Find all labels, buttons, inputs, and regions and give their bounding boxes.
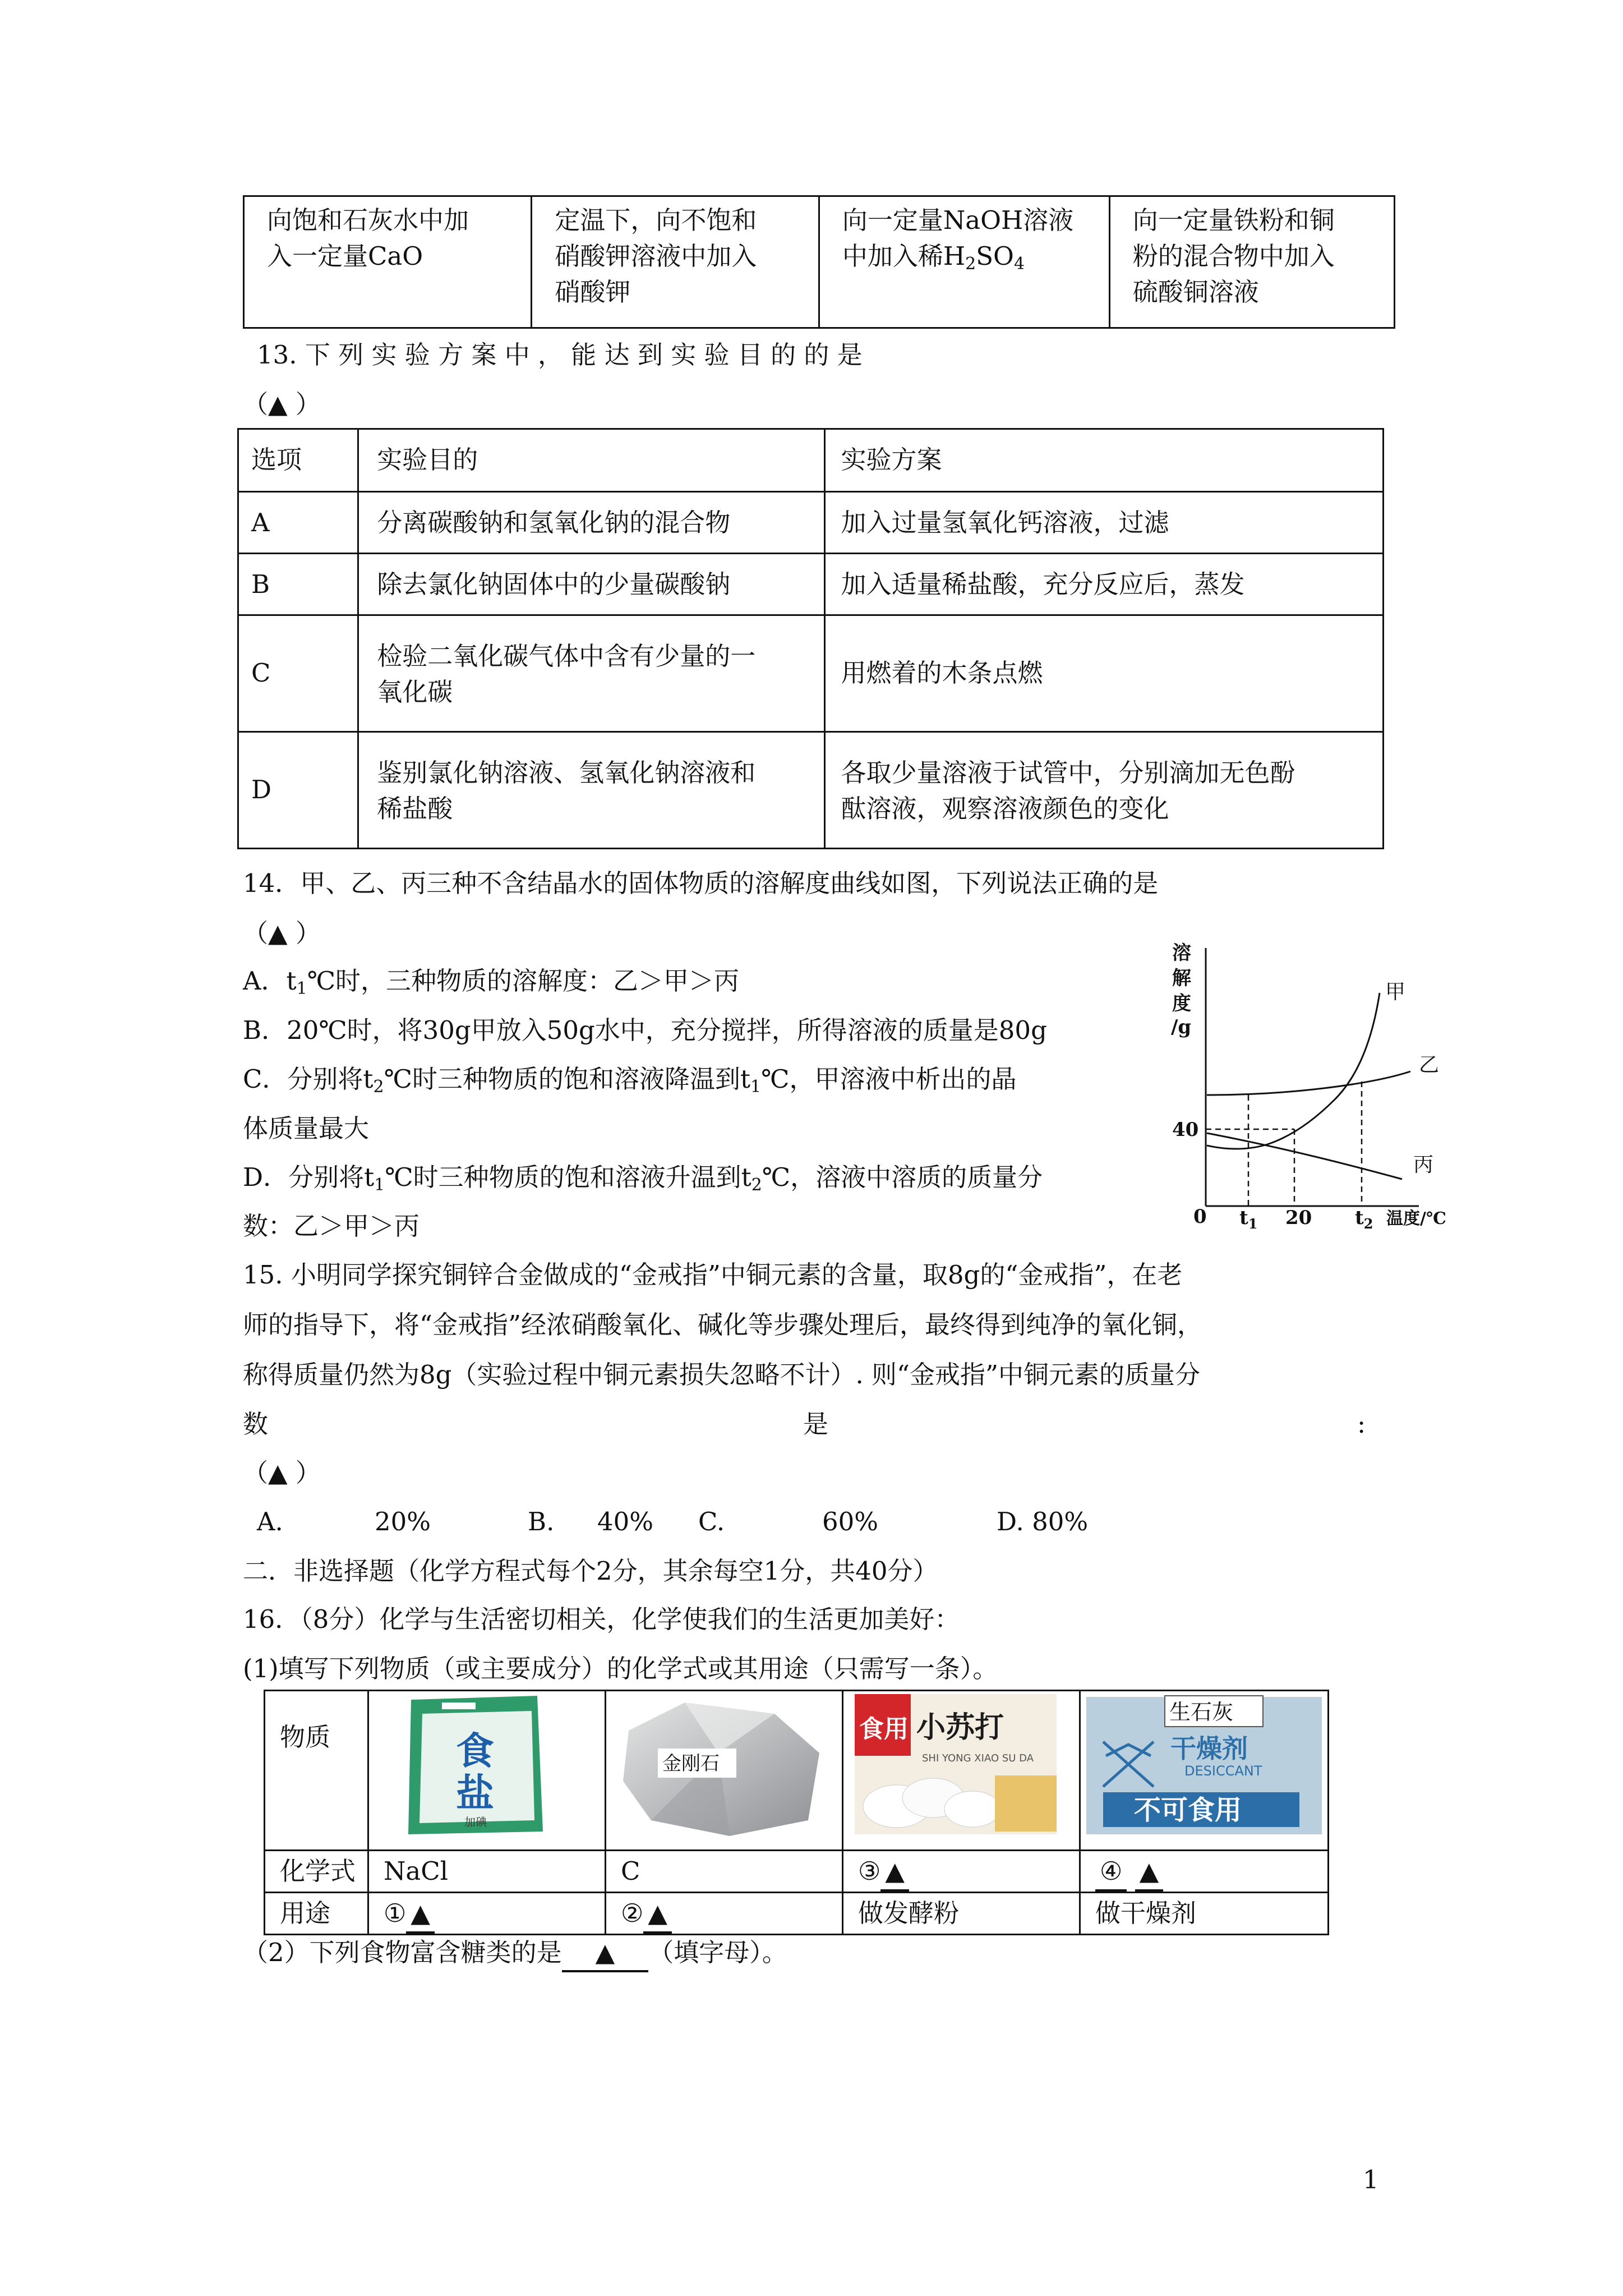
svg-text:DESICCANT: DESICCANT xyxy=(1184,1763,1262,1779)
svg-text:加碘: 加碘 xyxy=(464,1815,487,1829)
q13-header-plan: 实验方案 xyxy=(824,429,1383,492)
options-graph-table xyxy=(243,195,1395,329)
q15-opt-c-val: 60% xyxy=(822,1507,879,1536)
row-label-substance: 物质 xyxy=(265,1691,368,1851)
tick-20: 20 xyxy=(1285,1207,1312,1229)
q15-opt-b: B. xyxy=(528,1507,555,1536)
cell-salt-image xyxy=(368,1691,606,1851)
quicklime-image xyxy=(1081,1691,1327,1840)
q16-head: 16．（8分）化学与生活密切相关，化学使我们的生活更加美好： xyxy=(243,1604,960,1634)
tick-40: 40 xyxy=(1172,1119,1199,1141)
svg-text:生石灰: 生石灰 xyxy=(1169,1700,1234,1724)
cell-quicklime-image xyxy=(1080,1691,1329,1851)
q15-opt-d: D. 80% xyxy=(997,1507,1089,1536)
q15-opt-b-val: 40% xyxy=(597,1507,654,1536)
svg-text:食用: 食用 xyxy=(859,1715,909,1743)
baking-soda-image xyxy=(843,1691,1079,1840)
q15-opt-a: A. xyxy=(257,1507,283,1536)
curve-bing xyxy=(1207,1133,1402,1179)
svg-text:金刚石: 金刚石 xyxy=(662,1752,720,1775)
svg-text:食: 食 xyxy=(456,1729,495,1774)
q15-line4-c: : xyxy=(1357,1409,1366,1439)
table-row: C 检验二氧化碳气体中含有少量的一 氧化碳 用燃着的木条点燃 xyxy=(238,615,1384,732)
x-label: 温度/℃ xyxy=(1386,1209,1446,1228)
q14-option-d: D．分别将$t_1℃$时三种物质的饱和溶液升温到$t_2℃$，溶液中溶质的质量分 xyxy=(243,1162,1043,1195)
q14-stem: 14．甲、乙、丙三种不含结晶水的固体物质的溶解度曲线如图，下列说法正确的是 xyxy=(243,868,1159,898)
q14-option-c: C．分别将$t_2℃$时三种物质的饱和溶液降温到$t_1℃$，甲溶液中析出的晶 xyxy=(243,1064,1017,1097)
q16-sub2: （2）下列食物富含糖类的是 ▲ （填字母）。 xyxy=(243,1935,787,1972)
page-number: 1 xyxy=(1363,2165,1379,2194)
y-label-2: 解 xyxy=(1172,967,1191,990)
q14-option-d-cont: 数：乙＞甲＞丙 xyxy=(243,1211,420,1241)
q15-line4-b: 是 xyxy=(803,1409,829,1439)
cell-soda-image xyxy=(843,1691,1080,1851)
q15-blank: （▲ ） xyxy=(243,1458,321,1488)
q15-opt-c: C. xyxy=(698,1507,725,1536)
q13-table xyxy=(237,428,1384,849)
curve-yi xyxy=(1207,1071,1410,1095)
series-label-bing: 丙 xyxy=(1413,1153,1434,1176)
svg-text:干燥剂: 干燥剂 xyxy=(1170,1733,1248,1764)
q14-option-c-cont: 体质量最大 xyxy=(243,1114,370,1143)
salt-package-image xyxy=(369,1691,605,1840)
origin-label: 0 xyxy=(1193,1205,1207,1228)
q16-table xyxy=(264,1690,1329,1935)
series-label-jia: 甲 xyxy=(1385,981,1406,1004)
svg-text:SHI YONG XIAO SU DA: SHI YONG XIAO SU DA xyxy=(922,1752,1034,1764)
q13-header-goal: 实验目的 xyxy=(358,429,824,492)
q13-stem: 13. 下 列 实 验 方 案 中 ， 能 达 到 实 验 目 的 的 是 xyxy=(257,340,863,370)
option-cell-c: 向一定量NaOH溶液 中加入稀$H_2SO_4$ xyxy=(819,196,1109,328)
q13-header-option: 选项 xyxy=(238,429,358,492)
q13-blank: （▲ ） xyxy=(243,389,321,419)
diamond-image xyxy=(606,1691,842,1840)
svg-text:不可食用: 不可食用 xyxy=(1134,1795,1242,1826)
q15-line2: 师的指导下，将“金戒指”经浓硝酸氧化、碱化等步骤处理后，最终得到纯净的氧化铜， xyxy=(243,1310,1203,1340)
table-row: 化学式 NaCl C ③ ▲ ④ ▲ xyxy=(265,1851,1329,1893)
table-row: A 分离碳酸钠和氢氧化钠的混合物 加入过量氢氧化钙溶液，过滤 xyxy=(238,492,1384,554)
q15-line1: 15. 小明同学探究铜锌合金做成的“金戒指”中铜元素的含量，取8g的“金戒指”，在老 xyxy=(243,1260,1183,1290)
tick-t2: $t_2$ xyxy=(1355,1207,1373,1232)
q14-option-b: B．20℃时，将30g甲放入50g水中，充分搅拌，所得溶液的质量是80g xyxy=(243,1015,1047,1045)
option-cell-b: 定温下，向不饱和 硝酸钾溶液中加入 硝酸钾 xyxy=(532,196,819,328)
q16-sub1: (1)填写下列物质（或主要成分）的化学式或其用途（只需写一条）。 xyxy=(243,1654,998,1683)
series-label-yi: 乙 xyxy=(1419,1053,1440,1076)
curve-jia xyxy=(1207,993,1380,1149)
svg-text:小苏打: 小苏打 xyxy=(916,1711,1004,1745)
table-row: 用途 ① ▲ ② ▲ 做发酵粉 做干燥剂 xyxy=(265,1893,1329,1935)
tick-t1: $t_1$ xyxy=(1239,1207,1258,1232)
q15-line3: 称得质量仍然为8g（实验过程中铜元素损失忽略不计）. 则“金戒指”中铜元素的质量分 xyxy=(243,1360,1201,1389)
q14-blank: （▲ ） xyxy=(243,918,321,948)
solubility-graph xyxy=(1155,937,1481,1251)
q15-opt-a-val: 20% xyxy=(375,1507,431,1536)
svg-text:盐: 盐 xyxy=(456,1772,495,1816)
option-cell-a: 向饱和石灰水中加 入一定量CaO xyxy=(244,196,532,328)
section-2-heading: 二．非选择题（化学方程式每个2分，其余每空1分，共40分） xyxy=(243,1556,938,1586)
y-label-3: 度 xyxy=(1172,992,1191,1015)
q14-option-a: A．$t_1℃$时，三种物质的溶解度：乙＞甲＞丙 xyxy=(243,966,740,999)
option-cell-d: 向一定量铁粉和铜 粉的混合物中加入 硫酸铜溶液 xyxy=(1109,196,1394,328)
y-label-1: 溶 xyxy=(1172,942,1191,964)
y-label-4: /g xyxy=(1171,1016,1192,1038)
table-row: D 鉴别氯化钠溶液、氢氧化钠溶液和 稀盐酸 各取少量溶液于试管中，分别滴加无色酚 酞溶液，观察溶液颜色的变化 xyxy=(238,732,1384,849)
cell-diamond-image xyxy=(606,1691,843,1851)
table-row: B 除去氯化钠固体中的少量碳酸钠 加入适量稀盐酸，充分反应后，蒸发 xyxy=(238,554,1384,615)
q15-line4-a: 数 xyxy=(243,1409,269,1439)
